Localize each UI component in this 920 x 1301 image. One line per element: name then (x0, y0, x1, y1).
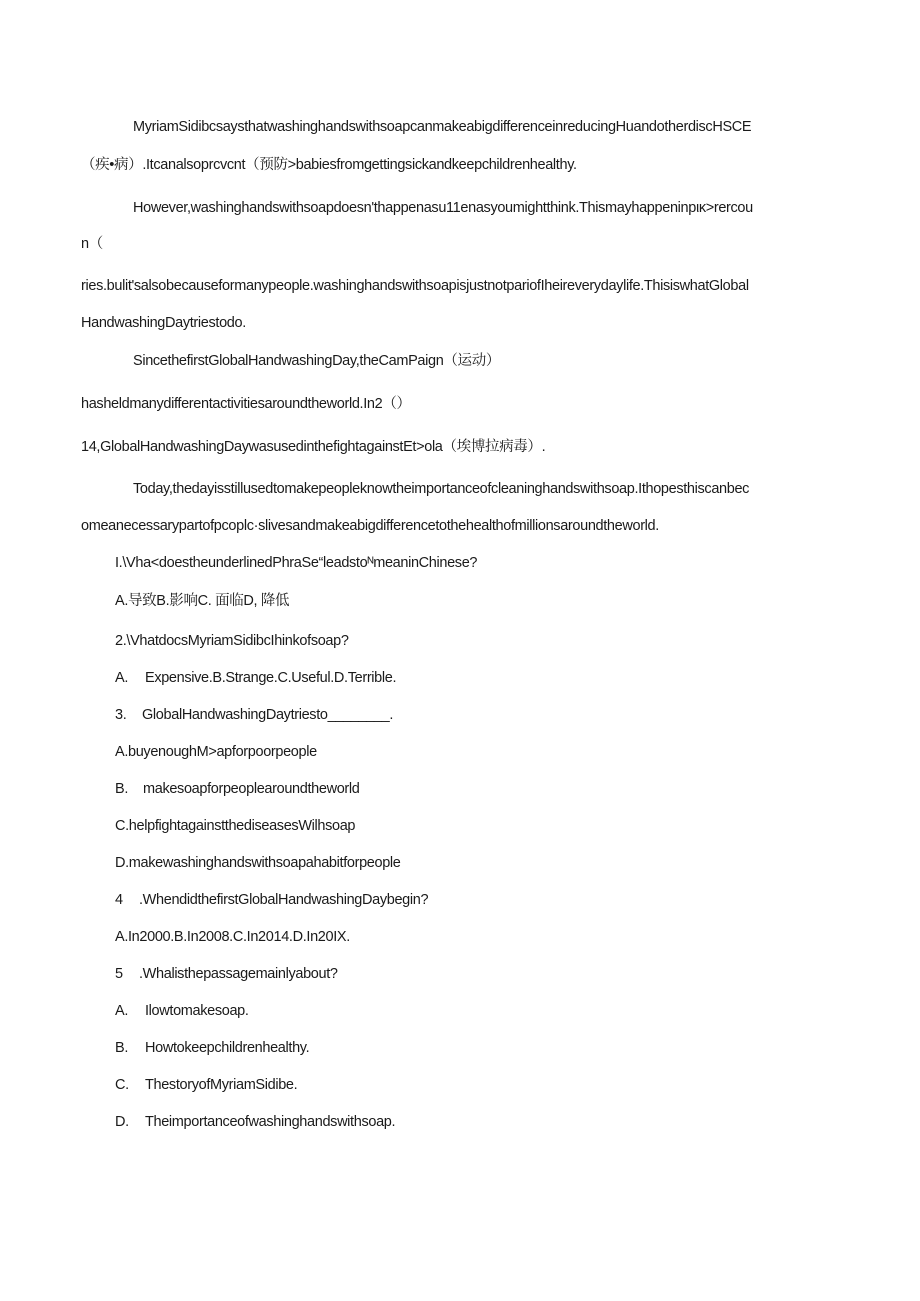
answer-blank: ________. (327, 707, 394, 723)
question-text: .WhendidthefirstGlobalHandwashingDaybegin? (139, 892, 429, 908)
option-text: Expensive.B.Strange.C.Useful.D.Terrible. (145, 670, 397, 686)
option-label: C. (115, 1077, 129, 1093)
question-number: 4 (115, 892, 123, 908)
passage-p3-line1: SincethefirstGlobalHandwashingDay,theCamPaign（运动） (133, 353, 501, 369)
question-4-stem (115, 891, 428, 909)
option-text: Howtokeepchildrenhealthy. (145, 1040, 310, 1056)
question-text: GlobalHandwashingDaytriesto (142, 707, 328, 723)
passage-p3-line2: hasheldmanydifferentactivitiesaroundtheworld.In2（） (81, 396, 411, 412)
passage-p4-line2: omeanecessarypartofpcoplc·slivesandmakeabigdifferencetothehealthofmillionsaroundtheworld. (81, 518, 659, 534)
option-label: A. (115, 670, 128, 686)
passage-p1-line1: MyriamSidibcsaysthatwashinghandswithsoapcanmakeabigdifferenceinreducingHuandotherdiscHSCE (133, 119, 752, 135)
option-label: D. (115, 1114, 129, 1130)
question-3-option-b (115, 780, 359, 798)
option-text: Ilowtomakesoap. (145, 1003, 249, 1019)
passage-p3-line3: 14,GlobalHandwashingDaywasusedinthefightagainstEt>ola（埃博拉病毒）. (81, 439, 546, 455)
question-number: 3. (115, 707, 127, 723)
question-3-option-c: C.helpfightagainstthediseasesWilhsoap (115, 818, 356, 834)
question-3-option-d: D.makewashinghandswithsoapahabitforpeople (115, 855, 401, 871)
question-5-option-c (115, 1076, 297, 1094)
passage-p2-line3: ries.bulit'salsobecauseformanypeople.washinghandswithsoapisjustnotpariofIheireverydaylife.ThisiswhatGlobal (81, 278, 749, 294)
question-5-option-a (115, 1002, 249, 1020)
passage-p2-line1: However,washinghandswithsoapdoesn'thappenasu11enasyoumightthink.Thismayhappeninpικ>rercou (133, 200, 753, 216)
question-4-options: A.In2000.B.In2008.C.In2014.D.In20IX. (115, 929, 350, 945)
question-1-options: A.导致B.影响C. 面临D, 降低 (115, 593, 290, 609)
question-2-options (115, 669, 396, 687)
passage-p1-line2: （疾•病）.Itcanalsoprcvcnt（预防>babiesfromgettingsickandkeepchildrenhealthy. (81, 157, 577, 173)
question-number: 5 (115, 966, 123, 982)
question-text: .Whalisthepassagemainlyabout? (139, 966, 338, 982)
question-2-stem: 2.\VhatdocsMyriamSidibcIhinkofsoap? (115, 633, 349, 649)
question-5-option-d (115, 1113, 395, 1131)
passage-p2-line2: n（ (81, 236, 103, 252)
question-3-stem (115, 706, 393, 724)
question-1-stem: I.\Vha<doestheunderlinedPhraSe“leadstoᴺmeaninChinese? (115, 555, 478, 571)
question-5-option-b (115, 1039, 309, 1057)
option-text: makesoapforpeoplearoundtheworld (143, 781, 360, 797)
option-text: ThestoryofMyriamSidibe. (145, 1077, 298, 1093)
option-text: Theimportanceofwashinghandswithsoap. (145, 1114, 396, 1130)
option-label: B. (115, 781, 128, 797)
question-5-stem (115, 965, 338, 983)
passage-p2-line4: HandwashingDaytriestodo. (81, 315, 246, 331)
option-label: A. (115, 1003, 128, 1019)
question-3-option-a: A.buyenoughM>apforpoorpeople (115, 744, 317, 760)
passage-p4-line1: Today,thedayisstillusedtomakepeopleknowtheimportanceofcleaninghandswithsoap.Ithopesthiscanbec (133, 481, 750, 497)
option-label: B. (115, 1040, 128, 1056)
